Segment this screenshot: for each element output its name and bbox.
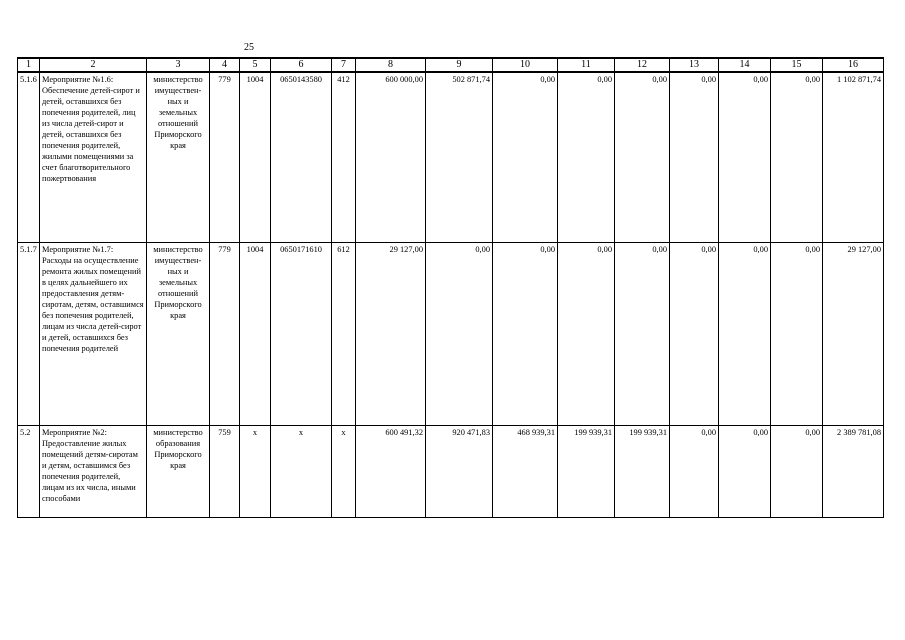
row-cell: 920 471,83 [426,425,493,517]
row-name: Мероприятие №1.7: Расходы на осуществление ремонта жилых помещений в целях дальнейшего их предоставления детям-сиротам, детям, оставшимся без попечения родителей, лицам из числа детей-сирот и детей, оставшихся без попечения родителей [40,242,147,425]
header-cell: 5 [240,58,271,72]
header-cell: 7 [332,58,356,72]
header-cell: 1 [18,58,40,72]
header-cell: 8 [356,58,426,72]
row-cell: 29 127,00 [356,242,426,425]
row-cell: 779 [210,242,240,425]
row-cell: 199 939,31 [615,425,670,517]
row-cell: 502 871,74 [426,72,493,242]
header-row [18,58,884,72]
row-cell: 0,00 [426,242,493,425]
header-cell: 2 [40,58,147,72]
row-cell: 29 127,00 [823,242,884,425]
row-cell: х [332,425,356,517]
header-cell: 6 [271,58,332,72]
header-cell: 4 [210,58,240,72]
row-executor: министерство имуществен-ных и земельных отношений Приморского края [147,72,210,242]
row-cell: 612 [332,242,356,425]
row-cell: х [240,425,271,517]
header-cell: 12 [615,58,670,72]
row-cell: 600 000,00 [356,72,426,242]
budget-table [17,57,884,518]
row-cell: 0,00 [615,242,670,425]
row-cell: 0,00 [615,72,670,242]
row-cell: 0650143580 [271,72,332,242]
table-row [18,242,884,425]
header-cell: 3 [147,58,210,72]
row-id: 5.1.6 [18,72,40,242]
row-cell: 412 [332,72,356,242]
row-executor: министерство образования Приморского края [147,425,210,517]
row-cell: 1004 [240,242,271,425]
row-cell: 2 389 781,08 [823,425,884,517]
table-row [18,72,884,242]
row-cell: 1 102 871,74 [823,72,884,242]
header-cell: 9 [426,58,493,72]
row-cell: 0,00 [558,72,615,242]
row-cell: 0,00 [719,242,771,425]
header-cell: 13 [670,58,719,72]
row-cell: 0,00 [670,425,719,517]
row-executor: министерство имуществен-ных и земельных отношений Приморского края [147,242,210,425]
row-cell: 779 [210,72,240,242]
page-number: 25 [244,42,254,53]
row-cell: 0,00 [670,72,719,242]
header-cell: 11 [558,58,615,72]
row-name: Мероприятие №1.6: Обеспечение детей-сирот и детей, оставшихся без попечения родителей, лиц из числа детей-сирот и детей, оставшихся без попечения родителей, жилыми помещениями за счет благотворительного пожертвования [40,72,147,242]
row-cell: х [271,425,332,517]
header-cell: 15 [771,58,823,72]
row-cell: 0,00 [719,425,771,517]
row-cell: 0,00 [493,242,558,425]
table-row [18,425,884,517]
row-cell: 0,00 [771,72,823,242]
row-cell: 1004 [240,72,271,242]
row-cell: 759 [210,425,240,517]
row-cell: 199 939,31 [558,425,615,517]
header-cell: 14 [719,58,771,72]
row-cell: 0,00 [771,425,823,517]
row-cell: 0650171610 [271,242,332,425]
row-cell: 0,00 [670,242,719,425]
header-cell: 10 [493,58,558,72]
row-cell: 0,00 [558,242,615,425]
header-cell: 16 [823,58,884,72]
row-cell: 0,00 [719,72,771,242]
row-id: 5.1.7 [18,242,40,425]
row-cell: 0,00 [493,72,558,242]
row-cell: 600 491,32 [356,425,426,517]
row-name: Мероприятие №2: Предоставление жилых помещений детям-сиротам и детям, оставшимся без попечения родителей, лицам из их числа, иными способами [40,425,147,517]
row-id: 5.2 [18,425,40,517]
row-cell: 0,00 [771,242,823,425]
row-cell: 468 939,31 [493,425,558,517]
